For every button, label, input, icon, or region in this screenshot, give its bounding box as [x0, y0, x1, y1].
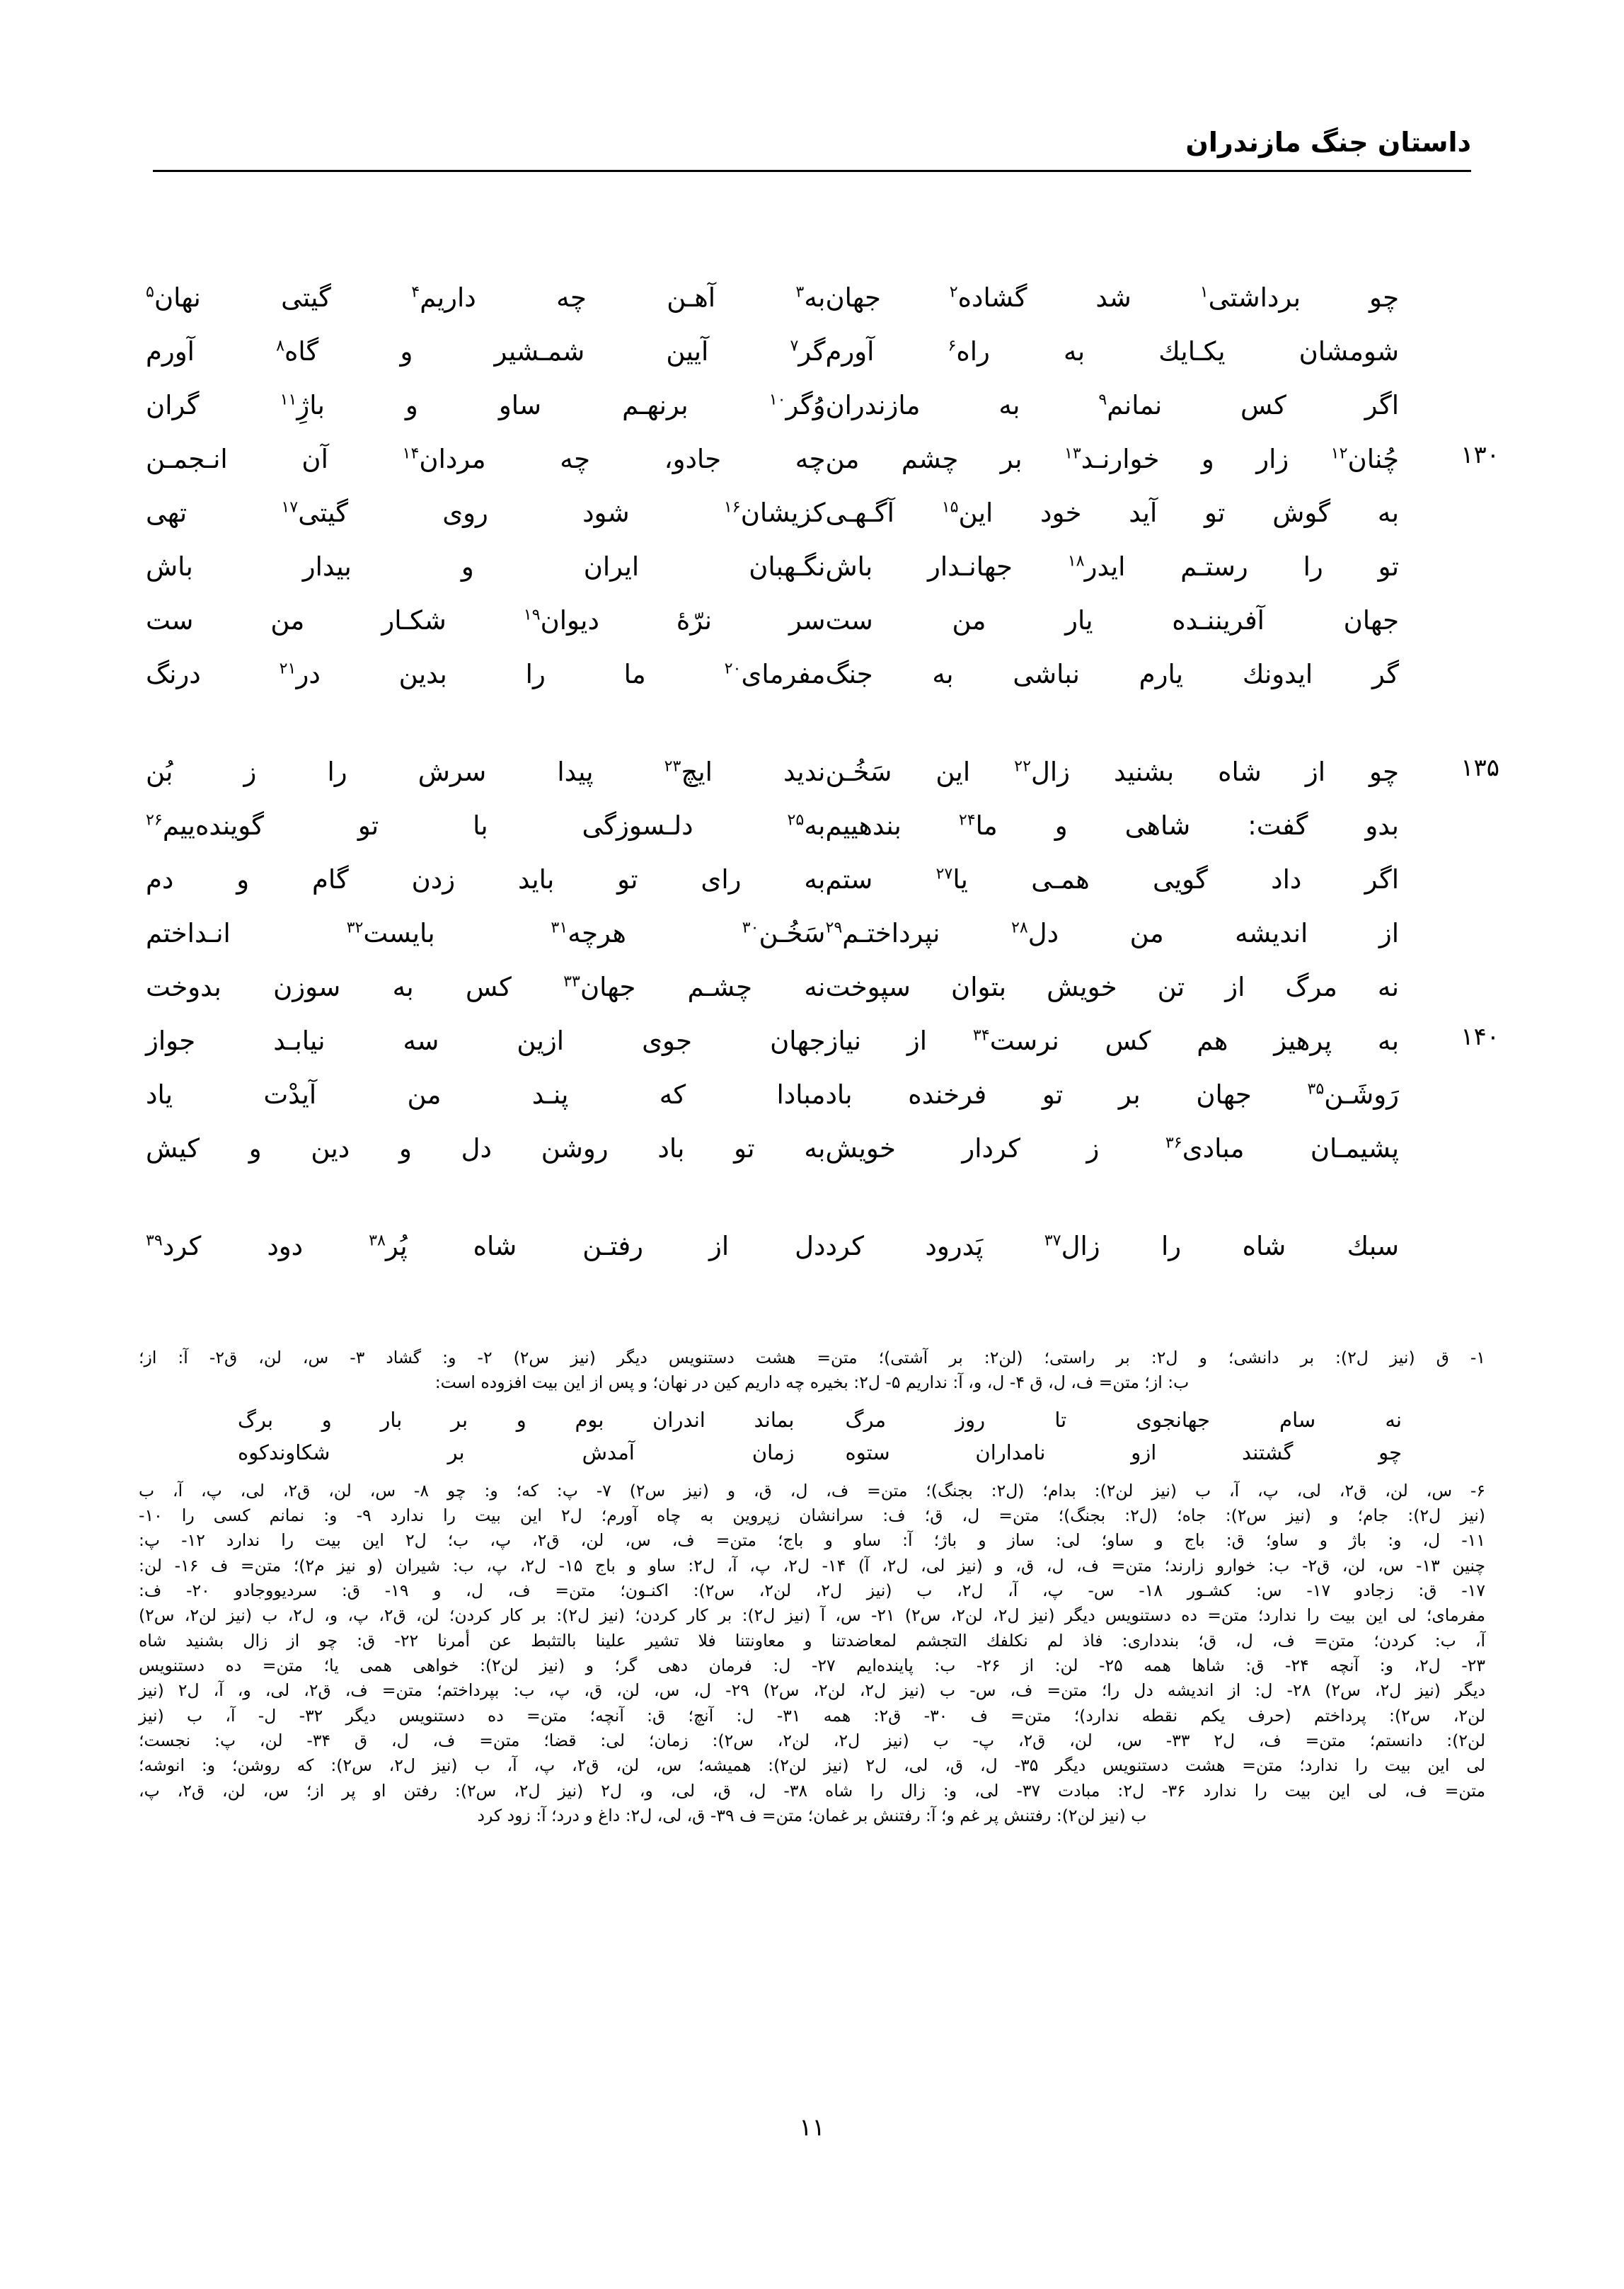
verse-line: [142, 1021, 1499, 1074]
verse-line-number: ۱۴۰: [1461, 1023, 1499, 1051]
verse-line: [142, 1128, 1482, 1182]
footnote-marker: ۲۶: [146, 810, 163, 830]
verse-line: [142, 1074, 1482, 1128]
hemistich-first: چو از شاه بشنید زال$^{۲۲}$ این سَخُـن: [825, 757, 1399, 787]
hemistich-second: سَخُـن$^{۳۰}$ هرچه$^{۳۱}$ بایست$^{۳۲}$ انـداختم: [146, 918, 826, 948]
verse-line: [142, 967, 1482, 1021]
footnote-marker: ۱۷: [281, 498, 299, 517]
hemistich-first: رَوشَـن$^{۳۵}$ جهان بر تو فرخنده باد: [825, 1079, 1399, 1110]
footnote-marker: ۴: [411, 282, 420, 302]
footnote-marker: ۳: [795, 282, 805, 302]
apparatus-hemistich-second: زمان آمدش بر شکاوندکوه: [238, 1440, 795, 1465]
hemistich-second: کزیشان$^{۱۶}$ شود روی گیتی$^{۱۷}$ تهی: [146, 498, 826, 528]
hemistich-first: به گوش تو آید خود این$^{۱۵}$ آگـهـی: [825, 498, 1399, 528]
page-number: ۱۱: [799, 2113, 825, 2142]
verse-stanza: [142, 277, 1499, 708]
footnote-marker: ۲۰: [724, 659, 742, 678]
stanza-gap: [142, 1182, 1482, 1226]
apparatus-line: لی این بیت را ندارد؛ متن= هشت دستنویس دیگر ۳۵- ل، ق، لی، ل۲ (نیز لن۲): همیشه؛ س، لن، ق۲، پ، آ، ب (نیز ل۲، س۲): که روشن؛ و: انوشه؛: [139, 1755, 1485, 1776]
verse-line-number: ۱۳۵: [1461, 754, 1499, 782]
footnote-marker: ۶: [948, 336, 957, 355]
footnote-marker: ۳۶: [1165, 1133, 1182, 1152]
verse-line: [142, 385, 1482, 439]
apparatus-line: لن۲): دانستم؛ متن= ف، ل۲ ۳۳- س، لن، ق۲، پ- ب (نیز ل۲، لن۲، س۲): زمان؛ لی: قضا؛ متن= ف، ل، ق ۳۴- لن، پ: نجست؛: [139, 1731, 1485, 1751]
footnote-marker: ۳۲: [346, 918, 364, 937]
footnote-marker: ۲۷: [935, 864, 953, 883]
apparatus-couplet: [139, 1436, 1485, 1469]
critical-apparatus: [139, 1346, 1485, 1830]
hemistich-first: به پرهیز هم کس نرست$^{۳۴}$ از نیاز: [825, 1026, 1399, 1056]
hemistich-first: اگر داد گویی همـی یا$^{۲۷}$ ستم: [825, 864, 1399, 895]
footnote-marker: ۲۱: [279, 659, 296, 678]
hemistich-second: نگـهبان ایران و بیدار باش: [146, 551, 826, 582]
verse-line: [142, 493, 1482, 546]
footnote-marker: ۷: [790, 336, 799, 355]
apparatus-hemistich-second: بماند اندران بوم و بر بار و برگ: [238, 1407, 795, 1432]
footnote-marker: ۳۳: [563, 972, 580, 991]
apparatus-line: ب: از؛ متن= ف، ل، ق ۴- ل، و، آ: نداریم ۵- ل۲: بخیره چه داریم کین در نهان؛ و پس از این بیت افزوده است:: [434, 1372, 1190, 1393]
footnote-marker: ۲۵: [787, 810, 805, 830]
footnote-marker: ۳۸: [369, 1231, 386, 1250]
apparatus-line: ۱- ق (نیز ل۲): بر دانشی؛ و ل۲: بر راستی؛ (لن۲: بر آشتی)؛ متن= هشت دستنویس دیگر (نیز س۲) ۲- و: گشاد ۳- س، لن، ق۲- آ: از؛: [139, 1348, 1486, 1367]
hemistich-first: جهان آفریننـده یار من ست: [825, 605, 1399, 636]
hemistich-second: مفرمای$^{۲۰}$ ما را بدین در$^{۲۱}$ درنگ: [146, 659, 826, 689]
hemistich-first: شومشان یکـایك به راه$^۶$ آورم: [825, 336, 1400, 367]
apparatus-line: ۲۳- ل۲، و: آنچه ۲۴- ق: شاها همه ۲۵- لن: از ۲۶- ب: پاینده‌ایم ۲۷- ل: فرمان دهی گر؛ و (نیز لن۲): خواهی همی یا؛ متن= ده دستنویس: [139, 1656, 1485, 1676]
footnote-marker: ۱۵: [941, 498, 959, 517]
apparatus-line: دیگر (نیز ل۲، س۲) ۲۸- ل: از اندیشه دل را؛ متن= ف، س- ب (نیز ل۲، لن۲، س۲) ۲۹- ل، س، لن، ق، پ، ب: بپرداختم؛ متن= ف، ق۲، لی، و، آ، ل۲ (نیز: [139, 1680, 1486, 1701]
hemistich-second: گر$^۷$ آیین شمـشیر و گاه$^۸$ آورم: [146, 336, 826, 367]
verse-body: [142, 277, 1499, 1280]
apparatus-line: آ، ب: کردن؛ متن= ف، ل، ق؛ بندداری: فاذ لم نكلفك التجشم لمعاضدتنا و معاونتنا فلا تشیر علینا بالتثبط عن أمرنا ۲۲- ق: چو از زال بشنید شاه: [139, 1630, 1485, 1651]
hemistich-second: سر نرّهٔ دیوان$^{۱۹}$ شکـار من ست: [146, 605, 826, 636]
hemistich-second: چه جادو، چه مردان$^{۱۴}$ آن انـجمـن: [146, 444, 826, 474]
verse-line: [142, 600, 1482, 654]
hemistich-second: جهان جوی ازین سه نیابـد جواز: [146, 1026, 826, 1056]
verse-line: [142, 277, 1482, 331]
hemistich-first: نه مرگ از تن خویش بتوان سپوخت: [825, 972, 1399, 1002]
apparatus-hemistich-first: چو گشتند ازو نامداران ستوه: [845, 1440, 1402, 1465]
footnote-marker: ۲۳: [664, 757, 681, 776]
footnote-marker: ۱۰: [768, 390, 786, 409]
footnote-marker: ۲۹: [825, 918, 843, 937]
footnote-marker: ۳۱: [551, 918, 568, 937]
hemistich-first: چُنان$^{۱۲}$ زار و خوارنـد$^{۱۳}$ بر چشم من: [825, 444, 1399, 474]
hemistich-first: تو را رستـم ایدر$^{۱۸}$ جهانـدار باش: [825, 551, 1399, 582]
hemistich-first: از اندیشه من دل$^{۲۸}$ نپرداختـم$^{۲۹}$: [825, 918, 1399, 948]
verse-line: [142, 1226, 1482, 1280]
verse-line: [142, 805, 1482, 859]
footnote-marker: ۳۵: [1307, 1079, 1325, 1098]
apparatus-couplet: [139, 1404, 1485, 1436]
footnote-marker: ۱: [1199, 282, 1209, 302]
hemistich-second: دل از رفتـن شاه پُر$^{۳۸}$ دود کرد$^{۳۹}$: [146, 1231, 826, 1261]
hemistich-first: پشیمـان مبادی$^{۳۶}$ ز کردار خویش: [825, 1133, 1399, 1164]
apparatus-line: ۶- س، لن، ق۲، لی، پ، آ، ب (نیز لن۲): بدام؛ (ل۲: بجنگ)؛ متن= ف، ل، ق، و (نیز س۲) ۷- پ: که؛ و: چو ۸- س، لن، ق۲، لی، پ، آ، ب: [139, 1480, 1486, 1501]
hemistich-second: به تو باد روشن دل و دین و کیش: [146, 1133, 826, 1164]
footnote-marker: ۳۹: [146, 1231, 163, 1250]
apparatus-inserted-couplets: [139, 1404, 1485, 1469]
footnote-marker: ۱۸: [1067, 551, 1085, 570]
footnote-marker: ۵: [146, 282, 154, 302]
footnote-marker: ۱۹: [523, 605, 541, 624]
stanza-gap: [142, 708, 1482, 752]
apparatus-line: مفرمای؛ لی این بیت را ندارد؛ متن= ده دستنویس دیگر (نیز ل۲، لن۲، س۲) ۲۱- س، آ (نیز ل۲): بر کار کردن؛ (نیز ل۲): بر کار کردن؛ لن، ق۲، پ، و، ل۲، ب (نیز لن۲، س۲): [139, 1605, 1485, 1626]
apparatus-line: ۱۷- ق: زجادو ۱۷- س: کشـور ۱۸- س- پ، آ، ل۲، ب (نیز ل۲، لن۲، س۲): اکنـون؛ متن= ف، ل، و ۱۹- ق: سردیووجادو ۲۰- ف:: [139, 1580, 1485, 1600]
footnote-marker: ۹: [1098, 390, 1107, 409]
verse-line: [142, 752, 1499, 805]
footnote-marker: ۲۸: [1010, 918, 1028, 937]
verse-line: [142, 913, 1482, 967]
header-divider: [153, 170, 1471, 172]
hemistich-first: چو برداشتی$^۱$ شد گشاده$^۲$ جهان: [825, 282, 1399, 313]
apparatus-line: ب (نیز لن۲): رفتنش پر غم و؛ آ: رفتنش بر غمان؛ متن= ف ۳۹- ق، لی، ل۲: داغ و درد؛ آ: زود کرد: [477, 1806, 1147, 1826]
hemistich-first: اگر کس نمانم$^۹$ به مازندران: [825, 390, 1399, 420]
footnote-marker: ۱۶: [723, 498, 741, 517]
hemistich-first: سبك شاه را زال$^{۳۷}$ پَدرود کرد: [825, 1231, 1399, 1261]
apparatus-hemistich-first: نه سام جهانجوی تا روز مرگ: [845, 1407, 1402, 1432]
hemistich-second: وُگر$^{۱۰}$ برنهـم ساو و باژِ$^{۱۱}$ گران: [146, 390, 826, 420]
hemistich-second: مبادا که پنـد من آیدْت یاد: [146, 1079, 826, 1110]
footnote-marker: ۱۱: [280, 390, 297, 409]
hemistich-first: بدو گفت: شاهی و ما$^{۲۴}$ بندهییم: [825, 810, 1399, 841]
footnote-marker: ۲۲: [1014, 757, 1031, 776]
running-head: [153, 126, 1471, 187]
apparatus-line: ۱۱- ل، و: باژ و ساو؛ ق: باج و ساو؛ لی: ساز و باژ؛ آ: ساو و باج؛ متن= ف، س، لن، ق۲، پ، ب؛ ل۲ این بیت را ندارد ۱۲- پ:: [139, 1530, 1485, 1551]
footnote-marker: ۱۴: [402, 444, 420, 463]
hemistich-second: به$^{۲۵}$ دلـسوزگی با تو گوینده‌ییم$^{۲۶}$: [146, 810, 826, 841]
footnote-marker: ۸: [276, 336, 285, 355]
verse-stanza: [142, 752, 1499, 1182]
hemistich-second: به رای تو باید زدن گام و دم: [146, 864, 826, 895]
verse-line: [142, 331, 1482, 385]
apparatus-line: (نیز ل۲): جام؛ و (نیز س۲): جاه؛ (ل۲: بجنگ)؛ متن= ل، ق؛ ف: سرانشان زپروین به چاه آورم؛ ل۲ این بیت را ندارد ۹- و: نمانم کسی را ۱۰-: [139, 1505, 1485, 1525]
footnote-marker: ۳۴: [972, 1026, 990, 1045]
hemistich-second: به$^۳$ آهـن چه داریم$^۴$ گیتی نهان$^۵$: [146, 282, 826, 313]
verse-stanza: [142, 1226, 1482, 1280]
running-head-title: داستان جنگ مازندران: [1185, 127, 1471, 158]
footnote-marker: ۳۷: [1044, 1231, 1061, 1250]
verse-line: [142, 546, 1482, 600]
footnote-marker: ۲۴: [958, 810, 976, 830]
footnote-marker: ۱۲: [1330, 444, 1348, 463]
apparatus-line: متن= ف، لی این بیت را ندارد ۳۶- ل۲: مبادت ۳۷- لی، و: زال را شاه ۳۸- ل، ق، لی، و، ل۲ (نیز ل۲، س۲): رفتن او پر از؛ س، لن، ق۲، پ،: [139, 1780, 1485, 1801]
apparatus-line: چنین ۱۳- س، لن، ق۲- ب: خوارو زارند؛ متن= ف، ل، ق، و (نیز لی، ل۲، آ) ۱۴- ل۲، پ، آ، ل۲: ساو و باج ۱۵- ل۲، پ، ب: شیران (و نیز م۲)؛ متن= ف ۱۶- لن:: [139, 1555, 1486, 1576]
verse-line: [142, 859, 1482, 913]
hemistich-second: نه چشـم جهان$^{۳۳}$ کس به سوزن بدوخت: [146, 972, 826, 1002]
verse-line: [142, 439, 1499, 493]
apparatus-line: لن۲، س۲): پرداختم (حرف یکم نقطه ندارد)؛ متن= ف ۳۰- ق۲: همه ۳۱- ل: آنچ؛ ق: آنچه؛ متن= ده دستنویس دیگر ۳۲- ل- آ، ب (نیز: [139, 1705, 1485, 1726]
verse-line-number: ۱۳۰: [1461, 441, 1499, 469]
hemistich-first: گر ایدونك یارم نباشی به جنگ: [825, 659, 1399, 689]
verse-line: [142, 654, 1482, 708]
footnote-marker: ۲: [949, 282, 958, 302]
footnote-marker: ۱۳: [1064, 444, 1081, 463]
hemistich-second: ندید ایچ$^{۲۳}$ پیدا سرش را ز بُن: [146, 757, 826, 787]
footnote-marker: ۳۰: [742, 918, 759, 937]
